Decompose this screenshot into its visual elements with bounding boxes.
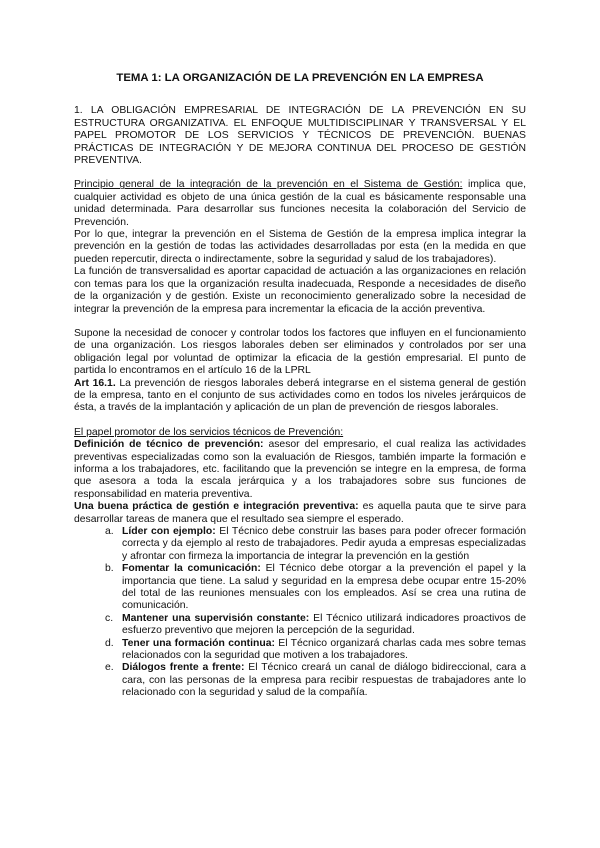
list-item-label: Tener una formación continua: [122,637,275,649]
list-item-text: El Técnico creará un canal de diálogo bidireccional, cara a cara, con las personas de la empresa para recibir respuestas de trabajadores ante lo relacionado con la seguridad y salud de la compañía. [122,662,527,699]
buena-practica-label: Una buena práctica de gestión e integración preventiva: [74,501,359,513]
definicion-text: asesor del empresario, el cual realiza las actividades preventivas especializadas como son la evaluación de Riesgos, también imparte la formación e informa a los trabajadores, etc. facilitando que la prevención se integre en la empresa, de forma que asesora a toda la escala jerárquica y a los trabajadores sobre sus funciones de responsabilidad en materia preventiva. [74,439,526,500]
list-item-label: Mantener una supervisión constante: [122,612,310,624]
list-marker: c. [105,612,114,624]
art-text: La prevención de riesgos laborales deberá integrarse en el sistema general de gestión de la empresa, tanto en el conjunto de sus actividades como en todos los niveles jerárquicos de ésta, a través de la implantación y aplicación de un plan de prevención de riesgos laborales. [74,377,526,414]
list-marker: a. [105,526,114,537]
list-item-label: Fomentar la comunicación: [122,563,261,575]
transversalidad-paragraph: La función de transversalidad es aportar capacidad de actuación a las organizaciones en relación con temas para los que la organización resulta inadecuada, Responde a necesidades de diseño de la organización y de gestión. Existe un reconocimiento generalizado sobre la necesidad de integrar la prevención de la empresa para incrementar la eficacia de la acción preventiva. [74,266,526,315]
buena-practica-paragraph [74,501,526,526]
art-paragraph [74,378,526,415]
papel-heading: El papel promotor de los servicios técnicos de Prevención: [74,426,344,438]
list-item-text: El Técnico utilizará indicadores proactivos de esfuerzo preventivo que mejoren la percepción de la seguridad. [122,612,526,637]
definicion-paragraph [74,439,526,501]
practicas-list [74,526,526,700]
list-marker: b. [105,563,114,575]
list-item-text: El Técnico debe otorgar a la prevención el papel y la importancia que tiene. La salud y seguridad en la empresa debe ocupar entre 15-20% del total de las reuniones mensuales con los empleados. Así se crea una rutina de comunicación. [122,563,526,612]
principio-label: Principio general de la integración de la prevención en el Sistema de Gestión: [74,179,463,191]
list-item [105,637,526,663]
integrar-paragraph: Por lo que, integrar la prevención en el Sistema de Gestión de la empresa implica integrar la prevención en la gestión de todas las actividades desarrolladas por esta (en la medida en que pueden repercutir, directa o indirectamente, sobre la seguridad y salud de los trabajadores). [74,229,526,265]
list-marker: d. [105,637,114,649]
list-item [105,563,526,613]
list-marker: e. [105,662,114,674]
list-item-label: Diálogos frente a frente: [122,662,245,674]
principio-paragraph [74,179,526,229]
art-label: Art 16.1. [74,377,116,389]
list-item-text: El Técnico organizará charlas cada mes sobre temas relacionados con la seguridad que motiven a los trabajadores. [122,637,526,662]
list-item [105,662,527,699]
list-item [105,612,526,638]
supone-paragraph: Supone la necesidad de conocer y controlar todos los factores que influyen en el funcionamiento de una organización. Los riesgos laborales deben ser eliminados y controlados por ser una obligación legal por voluntad de optimizar la eficacia de la gestión empresarial. El punto de partida lo encontramos en el artículo 16 de la LPRL [74,327,526,377]
principio-text: implica que, cualquier actividad es objeto de una única gestión de la cual es básicamente responsable una unidad determinada. Para desarrollar sus funciones necesita la colaboración del Servicio de Prevención. [74,179,526,228]
definicion-label: Definición de técnico de prevención: [74,439,264,451]
document-title: TEMA 1: LA ORGANIZACIÓN DE LA PREVENCIÓN EN LA EMPRESA [116,72,484,84]
list-item-label: Líder con ejemplo: [122,526,216,537]
list-item [105,526,526,563]
section1-heading: 1. LA OBLIGACIÓN EMPRESARIAL DE INTEGRACIÓN DE LA PREVENCIÓN EN SU ESTRUCTURA ORGANIZATIVA. EL ENFOQUE MULTIDISCIPLINAR Y TRANSVERSAL Y EL PAPEL PROMOTOR DE LOS SERVICIOS Y TÉCNICOS DE PREVENCIÓN. BUENAS PRÁCTICAS DE INTEGRACIÓN Y DE MEJORA CONTINUA DEL PROCESO DE GESTIÓN PREVENTIVA. [74,105,526,167]
list-item-text: El Técnico debe construir las bases para poder ofrecer formación correcta y da ejemplo al resto de trabajadores. Pedir ayuda a empresas especializadas y afrontar con firmeza la importancia de integrar la prevención en la gestión [122,526,526,562]
buena-practica-text: es aquella pauta que te sirve para desarrollar tareas de manera que el resultado sea siempre el esperado. [74,501,526,525]
